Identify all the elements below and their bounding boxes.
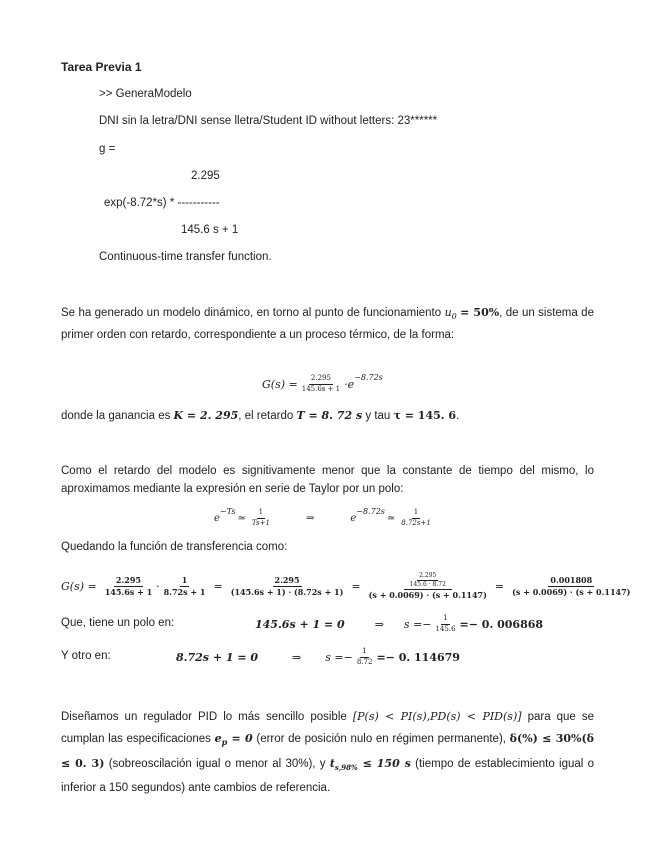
- console-command: >> GeneraModelo: [99, 88, 192, 100]
- eq2-frac2-num: 1: [412, 509, 420, 518]
- eq3-frac4-num: [404, 573, 452, 591]
- delay-t: T = 8. 72 s: [296, 409, 363, 422]
- paragraph-tf-intro: Quedando la función de transferencia como:: [61, 541, 288, 553]
- pole1-eq: 145.6s + 1 = 0: [255, 617, 345, 631]
- pole2-eq: 8.72s + 1 = 0: [176, 650, 259, 664]
- para4-e: (tiempo de establecimiento igual o inferior a 150 segundos) ante cambios de referencia.: [61, 758, 595, 795]
- eq2-frac2-den: 8.72s+1: [401, 518, 431, 527]
- paragraph-pid-specs: [61, 706, 594, 799]
- console-g-label: g =: [99, 143, 116, 155]
- console-numerator: 2.295: [191, 170, 220, 182]
- eq2-approx1: ≃: [237, 512, 246, 524]
- u0-symbol: $u_0$: [444, 306, 457, 322]
- pole1-frac: [434, 615, 458, 633]
- equation-taylor: [214, 505, 435, 531]
- pole1-s: s =−: [403, 617, 432, 631]
- pole2-equation: [176, 645, 460, 669]
- gain-k: K = 2. 295: [173, 409, 239, 422]
- eq3-frac1-num: 2.295: [115, 575, 141, 586]
- eq2-frac1: [250, 509, 272, 527]
- eq2-frac2: [399, 509, 433, 527]
- eq1-lhs: G(s) =: [262, 377, 298, 391]
- para4-b: para que se cumplan las especificaciones: [61, 711, 594, 745]
- gain-text-a: donde la ganancia es: [61, 410, 171, 422]
- pole2-result: =− 0. 114679: [376, 650, 460, 664]
- eq3-frac3-num: 2.295: [274, 575, 300, 586]
- console-dni-line: DNI sin la letra/DNI sense lletra/Student ID without letters: 23******: [99, 115, 438, 127]
- eq3-dot: ·: [156, 579, 160, 593]
- gain-text-c: y tau: [365, 410, 391, 422]
- eq3-frac5-den: (s + 0.0069) · (s + 0.1147): [512, 586, 631, 597]
- eq3-frac4-inner-num: 2.295: [417, 573, 438, 581]
- eq3-frac4-inner: [408, 573, 448, 589]
- pole1-result: =− 0. 006868: [459, 617, 544, 631]
- eq3-frac4-den: (s + 0.0069) · (s + 0.1147): [368, 590, 487, 601]
- eq3-frac2-num: 1: [181, 575, 188, 586]
- eq2-approx2: ≃: [386, 512, 396, 524]
- pole1-equation: [255, 612, 543, 636]
- gain-line: [61, 409, 459, 422]
- para4-condition: [P(s) < PI(s),PD(s) < PID(s)]: [352, 710, 522, 723]
- pole1-frac-den: 145.6: [435, 624, 456, 633]
- eq3-equals2: =: [351, 579, 361, 593]
- eq3-frac4: [367, 573, 489, 600]
- pole1-frac-num: 1: [441, 615, 449, 624]
- eq3-frac5: [510, 576, 632, 596]
- para4-c: (error de posición nulo en régimen permanente),: [256, 733, 506, 745]
- eq3-frac2: [162, 576, 208, 596]
- eq2-e1: e: [214, 512, 220, 524]
- equation-model: [262, 371, 383, 397]
- eq3-frac1: [103, 576, 154, 596]
- pole2-frac: [355, 648, 375, 666]
- eq1-exponent: −8.72s: [354, 372, 383, 382]
- para4-d: (sobreoscilación igual o menor al 30%), y: [108, 758, 326, 771]
- pole2-frac-den: 8.72: [356, 657, 373, 666]
- eq2-frac1-den: Ts+1: [251, 518, 270, 527]
- para4-ep: $e_p = 0$: [214, 732, 253, 748]
- console-type-line: Continuous-time transfer function.: [99, 251, 272, 263]
- eq2-arrow: ⇒: [305, 512, 315, 524]
- eq2-frac1-num: 1: [257, 509, 265, 518]
- pole2-frac-num: 1: [360, 648, 368, 657]
- gain-end: .: [456, 410, 460, 422]
- eq2-e2: e: [350, 512, 357, 524]
- console-denominator: 145.6 s + 1: [181, 224, 239, 236]
- pole2-s: s =−: [325, 650, 353, 664]
- eq3-frac4-inner-den: 145.6 · 8.72: [409, 580, 446, 588]
- document-title: Tarea Previa 1: [61, 60, 142, 74]
- gain-text-b: , el retardo: [238, 410, 294, 422]
- eq3-frac5-num: 0.001808: [550, 575, 593, 586]
- tau-value: τ = 145. 6: [393, 409, 457, 422]
- eq2-e2-exp: −8.72s: [356, 506, 385, 516]
- eq3-equals1: =: [213, 579, 223, 593]
- pole1-arrow: ⇒: [374, 617, 384, 631]
- eq3-equals3: =: [494, 579, 505, 593]
- eq3-lhs: G(s) =: [61, 579, 97, 593]
- para4-ts: $t_{s,98\%} \le 150$ s: [329, 757, 411, 773]
- paragraph-model-intro: [61, 304, 594, 344]
- para1-text-a: Se ha generado un modelo dinámico, en torno al punto de funcionamiento: [61, 307, 442, 319]
- eq1-num: 2.295: [309, 375, 333, 384]
- console-exp-line: exp(-8.72*s) * -----------: [104, 197, 220, 209]
- u0-value: = 50%: [460, 306, 500, 319]
- eq3-frac2-den: 8.72s + 1: [163, 586, 206, 597]
- para4-a: Diseñamos un regulador PID lo más sencillo posible: [61, 711, 347, 723]
- equation-transfer-function: [61, 568, 634, 604]
- pole2-arrow: ⇒: [292, 650, 302, 664]
- paragraph-taylor: Como el retardo del modelo es signitivamente menor que la constante de tiempo del mismo, lo aproximamos mediante la expresión en serie de Taylor por un polo:: [61, 465, 594, 495]
- eq3-frac3-den: (145.6s + 1) · (8.72s + 1): [230, 586, 344, 597]
- para4-delta: δ(%) ≤ 30%(δ ≤ 0. 3): [61, 732, 595, 771]
- eq3-frac3: [229, 576, 346, 596]
- para1-text-b: , de un sistema de primer orden con retardo, correspondiente a un proceso térmico, de la forma:: [61, 307, 594, 342]
- eq1-exp-base: ·e: [344, 377, 355, 391]
- pole1-label: Que, tiene un polo en:: [61, 617, 175, 629]
- eq2-e1-exp: −Ts: [219, 506, 236, 516]
- pole2-label: Y otro en:: [61, 650, 111, 662]
- eq3-frac1-den: 145.6s + 1: [104, 586, 153, 597]
- eq1-fraction: [300, 375, 342, 393]
- eq1-den: 145.6s + 1: [301, 384, 341, 393]
